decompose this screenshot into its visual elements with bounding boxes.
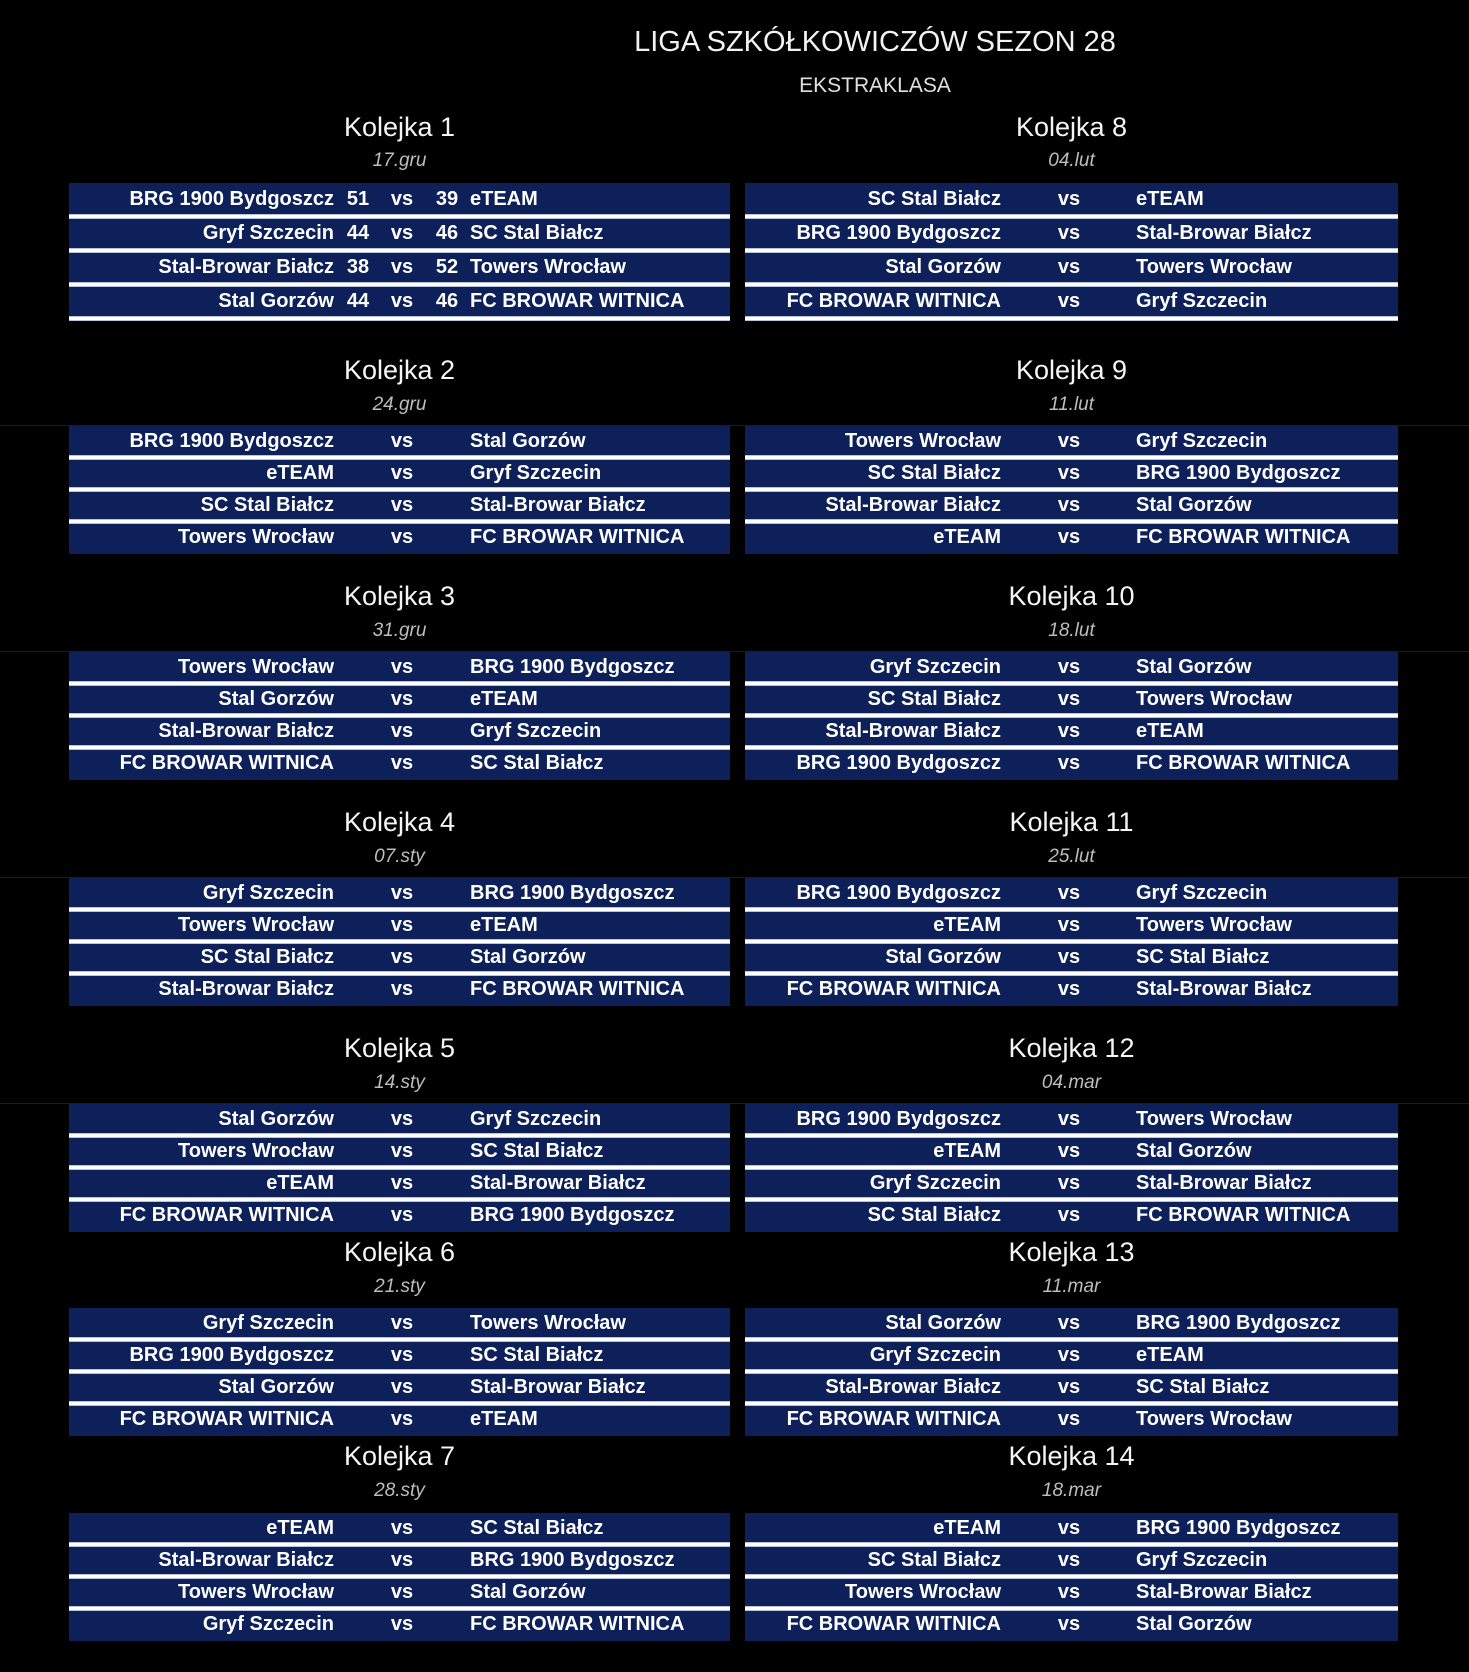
vs-label: vs [390, 1613, 414, 1635]
vs-label: vs [390, 290, 414, 312]
vs-label: vs [390, 656, 414, 678]
match-row [745, 522, 1398, 552]
away-team: Stal-Browar Białcz [470, 494, 646, 516]
vs-label: vs [1057, 914, 1081, 936]
vs-label: vs [1057, 462, 1081, 484]
away-team: eTEAM [1136, 720, 1204, 742]
vs-label: vs [390, 430, 414, 452]
match-table [745, 1308, 1398, 1436]
away-team: SC Stal Białcz [470, 752, 604, 774]
home-team: Stal-Browar Białcz [158, 978, 334, 1000]
away-team: Stal-Browar Białcz [1136, 1581, 1312, 1603]
away-score: 46 [435, 222, 459, 244]
home-team: Gryf Szczecin [869, 656, 1001, 678]
home-team: eTEAM [933, 914, 1001, 936]
vs-label: vs [390, 1517, 414, 1539]
away-team: Stal-Browar Białcz [1136, 222, 1312, 244]
match-table [69, 1104, 730, 1232]
vs-label: vs [390, 978, 414, 1000]
away-team: SC Stal Białcz [470, 1517, 604, 1539]
round-date: 18.lut [1048, 620, 1095, 641]
vs-label: vs [1057, 752, 1081, 774]
home-team: BRG 1900 Bydgoszcz [796, 882, 1001, 904]
match-row [745, 1513, 1398, 1543]
row-separator [745, 317, 1398, 320]
round-block [69, 807, 730, 1006]
away-team: BRG 1900 Bydgoszcz [1136, 1517, 1341, 1539]
match-row [745, 1200, 1398, 1230]
match-row [745, 218, 1398, 248]
away-team: Stal Gorzów [470, 430, 586, 452]
home-team: SC Stal Białcz [200, 946, 334, 968]
round-title: Kolejka 8 [1015, 112, 1128, 142]
home-team: FC BROWAR WITNICA [786, 1408, 1001, 1430]
vs-label: vs [1057, 1312, 1081, 1334]
match-row [69, 684, 730, 714]
home-score: 38 [346, 256, 370, 278]
home-team: SC Stal Białcz [200, 494, 334, 516]
match-row [69, 974, 730, 1004]
away-score: 52 [435, 256, 459, 278]
home-team: Towers Wrocław [178, 1581, 334, 1603]
match-row [69, 942, 730, 972]
home-team: eTEAM [266, 1517, 334, 1539]
vs-label: vs [1057, 946, 1081, 968]
home-team: BRG 1900 Bydgoszcz [796, 752, 1001, 774]
match-row [69, 1404, 730, 1434]
vs-label: vs [1057, 256, 1081, 278]
round-title: Kolejka 1 [343, 112, 456, 142]
home-team: SC Stal Białcz [867, 1204, 1001, 1226]
vs-label: vs [390, 1172, 414, 1194]
away-team: Stal-Browar Białcz [1136, 978, 1312, 1000]
match-row [745, 286, 1398, 316]
away-team: Stal Gorzów [1136, 1140, 1252, 1162]
vs-label: vs [1057, 1408, 1081, 1430]
vs-label: vs [1057, 1376, 1081, 1398]
match-row [745, 1340, 1398, 1370]
vs-label: vs [390, 1581, 414, 1603]
round-title: Kolejka 14 [1008, 1441, 1135, 1471]
round-title: Kolejka 12 [1008, 1033, 1135, 1063]
match-row [745, 878, 1398, 908]
match-row [69, 1104, 730, 1134]
away-team: Gryf Szczecin [1136, 430, 1268, 452]
away-team: FC BROWAR WITNICA [470, 526, 685, 548]
away-team: BRG 1900 Bydgoszcz [470, 656, 675, 678]
match-row [745, 1308, 1398, 1338]
match-row [745, 1104, 1398, 1134]
vs-label: vs [1057, 882, 1081, 904]
away-team: SC Stal Białcz [470, 1344, 604, 1366]
match-table [69, 878, 730, 1006]
vs-label: vs [1057, 978, 1081, 1000]
round-block [745, 355, 1398, 554]
round-date: 07.sty [374, 846, 425, 867]
vs-label: vs [1057, 1344, 1081, 1366]
away-team: Gryf Szczecin [1136, 882, 1268, 904]
round-title: Kolejka 2 [343, 355, 456, 385]
match-row [69, 716, 730, 746]
match-row [745, 1404, 1398, 1434]
away-team: Gryf Szczecin [470, 1108, 602, 1130]
home-score: 44 [346, 222, 370, 244]
round-date: 18.mar [1041, 1480, 1102, 1501]
round-date: 14.sty [374, 1072, 425, 1093]
away-team: FC BROWAR WITNICA [470, 290, 685, 312]
vs-label: vs [1057, 1204, 1081, 1226]
away-team: Towers Wrocław [1136, 1108, 1292, 1130]
match-table [69, 1308, 730, 1436]
vs-label: vs [390, 1108, 414, 1130]
vs-label: vs [390, 526, 414, 548]
match-row [745, 910, 1398, 940]
home-team: Stal Gorzów [218, 688, 334, 710]
away-team: BRG 1900 Bydgoszcz [1136, 462, 1341, 484]
home-team: eTEAM [933, 1140, 1001, 1162]
vs-label: vs [1057, 290, 1081, 312]
match-table [745, 426, 1398, 554]
round-date: 11.mar [1042, 1276, 1101, 1297]
home-team: eTEAM [933, 1517, 1001, 1539]
match-row [69, 1372, 730, 1402]
home-team: Stal Gorzów [885, 946, 1001, 968]
vs-label: vs [1057, 1108, 1081, 1130]
match-table [745, 1104, 1398, 1232]
home-team: BRG 1900 Bydgoszcz [129, 188, 334, 210]
away-team: Gryf Szczecin [1136, 290, 1268, 312]
match-row [69, 1136, 730, 1166]
round-date: 11.lut [1048, 394, 1095, 415]
match-row [745, 1545, 1398, 1575]
match-row [69, 1308, 730, 1338]
match-row [69, 878, 730, 908]
vs-label: vs [1057, 494, 1081, 516]
round-title: Kolejka 4 [343, 807, 456, 837]
match-row [745, 490, 1398, 520]
vs-label: vs [390, 1376, 414, 1398]
home-team: BRG 1900 Bydgoszcz [796, 222, 1001, 244]
match-row [69, 1577, 730, 1607]
vs-label: vs [1057, 656, 1081, 678]
home-team: eTEAM [266, 462, 334, 484]
away-team: BRG 1900 Bydgoszcz [470, 882, 675, 904]
round-block [69, 112, 730, 319]
match-row [745, 1577, 1398, 1607]
round-block [69, 1441, 730, 1641]
match-row [69, 910, 730, 940]
away-team: eTEAM [470, 914, 538, 936]
vs-label: vs [1057, 1140, 1081, 1162]
vs-label: vs [390, 1140, 414, 1162]
match-row [745, 684, 1398, 714]
home-team: Gryf Szczecin [869, 1344, 1001, 1366]
vs-label: vs [1057, 1172, 1081, 1194]
round-date: 21.sty [374, 1276, 425, 1297]
home-team: FC BROWAR WITNICA [119, 1408, 334, 1430]
row-separator [69, 317, 730, 320]
round-block [745, 581, 1398, 780]
match-row [745, 426, 1398, 456]
home-score: 44 [346, 290, 370, 312]
match-row [745, 748, 1398, 778]
match-row [745, 458, 1398, 488]
home-team: Stal-Browar Białcz [825, 720, 1001, 742]
match-row [69, 522, 730, 552]
away-team: Towers Wrocław [470, 1312, 626, 1334]
home-team: Gryf Szczecin [202, 882, 334, 904]
match-table [745, 183, 1398, 319]
away-team: Towers Wrocław [1136, 1408, 1292, 1430]
away-team: Stal Gorzów [470, 946, 586, 968]
match-row [69, 458, 730, 488]
round-title: Kolejka 7 [343, 1441, 456, 1471]
home-team: BRG 1900 Bydgoszcz [129, 1344, 334, 1366]
round-title: Kolejka 13 [1008, 1237, 1135, 1267]
round-block [69, 355, 730, 554]
home-team: Towers Wrocław [178, 914, 334, 936]
match-row [69, 1609, 730, 1639]
vs-label: vs [390, 914, 414, 936]
home-team: Gryf Szczecin [202, 1312, 334, 1334]
away-team: FC BROWAR WITNICA [1136, 752, 1351, 774]
home-team: BRG 1900 Bydgoszcz [796, 1108, 1001, 1130]
away-team: FC BROWAR WITNICA [470, 1613, 685, 1635]
away-team: eTEAM [470, 688, 538, 710]
match-table [69, 426, 730, 554]
match-table [69, 1513, 730, 1641]
away-team: Gryf Szczecin [470, 720, 602, 742]
match-row [69, 748, 730, 778]
away-team: Stal Gorzów [1136, 656, 1252, 678]
vs-label: vs [390, 882, 414, 904]
home-team: FC BROWAR WITNICA [786, 1613, 1001, 1635]
away-team: FC BROWAR WITNICA [470, 978, 685, 1000]
round-title: Kolejka 10 [1008, 581, 1135, 611]
round-title: Kolejka 3 [343, 581, 456, 611]
match-row [745, 974, 1398, 1004]
home-team: Gryf Szczecin [202, 1613, 334, 1635]
vs-label: vs [1057, 1517, 1081, 1539]
round-title: Kolejka 9 [1015, 355, 1128, 385]
away-team: SC Stal Białcz [470, 1140, 604, 1162]
round-block [745, 1441, 1398, 1641]
home-team: Stal Gorzów [218, 1108, 334, 1130]
away-team: eTEAM [470, 188, 538, 210]
round-date: 24.gru [372, 394, 427, 415]
round-date: 28.sty [374, 1480, 425, 1501]
home-team: Stal Gorzów [218, 1376, 334, 1398]
round-date: 31.gru [372, 620, 427, 641]
vs-label: vs [390, 462, 414, 484]
away-team: SC Stal Białcz [1136, 1376, 1270, 1398]
round-block [69, 1033, 730, 1232]
match-row [69, 426, 730, 456]
match-row [745, 1168, 1398, 1198]
round-block [745, 112, 1398, 319]
home-team: Stal-Browar Białcz [158, 1549, 334, 1571]
match-row [69, 1340, 730, 1370]
away-team: Stal-Browar Białcz [470, 1172, 646, 1194]
away-team: FC BROWAR WITNICA [1136, 1204, 1351, 1226]
round-date: 25.lut [1048, 846, 1095, 867]
away-team: SC Stal Białcz [470, 222, 604, 244]
home-team: BRG 1900 Bydgoszcz [129, 430, 334, 452]
vs-label: vs [1057, 222, 1081, 244]
match-row [745, 652, 1398, 682]
home-team: Towers Wrocław [178, 656, 334, 678]
home-team: FC BROWAR WITNICA [786, 978, 1001, 1000]
home-score: 51 [346, 188, 370, 210]
home-team: FC BROWAR WITNICA [786, 290, 1001, 312]
vs-label: vs [390, 1204, 414, 1226]
match-row [745, 252, 1398, 282]
round-title: Kolejka 6 [343, 1237, 456, 1267]
home-team: Stal-Browar Białcz [825, 494, 1001, 516]
away-team: Towers Wrocław [1136, 688, 1292, 710]
home-team: eTEAM [933, 526, 1001, 548]
match-row [69, 184, 730, 214]
vs-label: vs [390, 222, 414, 244]
match-table [69, 652, 730, 780]
match-row [745, 184, 1398, 214]
away-team: Towers Wrocław [1136, 256, 1292, 278]
away-team: Stal Gorzów [1136, 1613, 1252, 1635]
round-block [745, 1237, 1398, 1436]
vs-label: vs [1057, 1581, 1081, 1603]
away-team: Towers Wrocław [470, 256, 626, 278]
match-row [69, 218, 730, 248]
home-team: Stal-Browar Białcz [158, 256, 334, 278]
home-team: SC Stal Białcz [867, 188, 1001, 210]
home-team: Stal Gorzów [885, 1312, 1001, 1334]
home-team: eTEAM [266, 1172, 334, 1194]
vs-label: vs [390, 720, 414, 742]
away-team: Towers Wrocław [1136, 914, 1292, 936]
away-team: Gryf Szczecin [1136, 1549, 1268, 1571]
match-row [69, 1200, 730, 1230]
vs-label: vs [1057, 1549, 1081, 1571]
home-team: Towers Wrocław [845, 1581, 1001, 1603]
vs-label: vs [390, 1312, 414, 1334]
home-team: Towers Wrocław [845, 430, 1001, 452]
round-date: 04.mar [1041, 1072, 1102, 1093]
match-row [69, 652, 730, 682]
away-team: Stal-Browar Białcz [1136, 1172, 1312, 1194]
round-date: 04.lut [1048, 150, 1095, 171]
round-block [69, 581, 730, 780]
vs-label: vs [390, 256, 414, 278]
vs-label: vs [390, 752, 414, 774]
home-team: SC Stal Białcz [867, 688, 1001, 710]
match-row [69, 286, 730, 316]
round-title: Kolejka 11 [1009, 807, 1134, 837]
home-team: Gryf Szczecin [202, 222, 334, 244]
home-team: Gryf Szczecin [869, 1172, 1001, 1194]
match-row [69, 1168, 730, 1198]
match-row [69, 252, 730, 282]
home-team: Stal Gorzów [885, 256, 1001, 278]
match-row [745, 1136, 1398, 1166]
away-team: Gryf Szczecin [470, 462, 602, 484]
round-title: Kolejka 5 [343, 1033, 456, 1063]
vs-label: vs [390, 946, 414, 968]
match-row [745, 1609, 1398, 1639]
away-team: eTEAM [1136, 188, 1204, 210]
away-team: Stal Gorzów [470, 1581, 586, 1603]
match-table [745, 652, 1398, 780]
match-table [745, 878, 1398, 1006]
away-team: SC Stal Białcz [1136, 946, 1270, 968]
vs-label: vs [390, 188, 414, 210]
vs-label: vs [390, 1344, 414, 1366]
home-team: FC BROWAR WITNICA [119, 1204, 334, 1226]
match-row [745, 942, 1398, 972]
match-row [69, 1513, 730, 1543]
vs-label: vs [1057, 188, 1081, 210]
home-team: Stal-Browar Białcz [825, 1376, 1001, 1398]
away-score: 46 [435, 290, 459, 312]
home-team: Towers Wrocław [178, 1140, 334, 1162]
vs-label: vs [1057, 430, 1081, 452]
away-team: BRG 1900 Bydgoszcz [1136, 1312, 1341, 1334]
away-team: FC BROWAR WITNICA [1136, 526, 1351, 548]
away-score: 39 [435, 188, 459, 210]
match-row [69, 1545, 730, 1575]
home-team: SC Stal Białcz [867, 462, 1001, 484]
match-table [69, 183, 730, 319]
vs-label: vs [390, 688, 414, 710]
vs-label: vs [1057, 720, 1081, 742]
page-title: LIGA SZKÓŁKOWICZÓW SEZON 28 [634, 26, 1116, 58]
away-team: BRG 1900 Bydgoszcz [470, 1549, 675, 1571]
home-team: Stal Gorzów [218, 290, 334, 312]
home-team: Stal-Browar Białcz [158, 720, 334, 742]
vs-label: vs [390, 1408, 414, 1430]
vs-label: vs [1057, 1613, 1081, 1635]
home-team: SC Stal Białcz [867, 1549, 1001, 1571]
vs-label: vs [1057, 688, 1081, 710]
match-row [745, 1372, 1398, 1402]
home-team: Towers Wrocław [178, 526, 334, 548]
match-table [745, 1513, 1398, 1641]
away-team: Stal Gorzów [1136, 494, 1252, 516]
vs-label: vs [390, 494, 414, 516]
round-date: 17.gru [372, 150, 427, 171]
round-block [745, 807, 1398, 1006]
match-row [69, 490, 730, 520]
round-block [69, 1237, 730, 1436]
vs-label: vs [1057, 526, 1081, 548]
home-team: FC BROWAR WITNICA [119, 752, 334, 774]
match-row [745, 716, 1398, 746]
round-block [745, 1033, 1398, 1232]
away-team: eTEAM [470, 1408, 538, 1430]
away-team: BRG 1900 Bydgoszcz [470, 1204, 675, 1226]
away-team: Stal-Browar Białcz [470, 1376, 646, 1398]
league-subtitle: EKSTRAKLASA [799, 74, 951, 97]
vs-label: vs [390, 1549, 414, 1571]
away-team: eTEAM [1136, 1344, 1204, 1366]
